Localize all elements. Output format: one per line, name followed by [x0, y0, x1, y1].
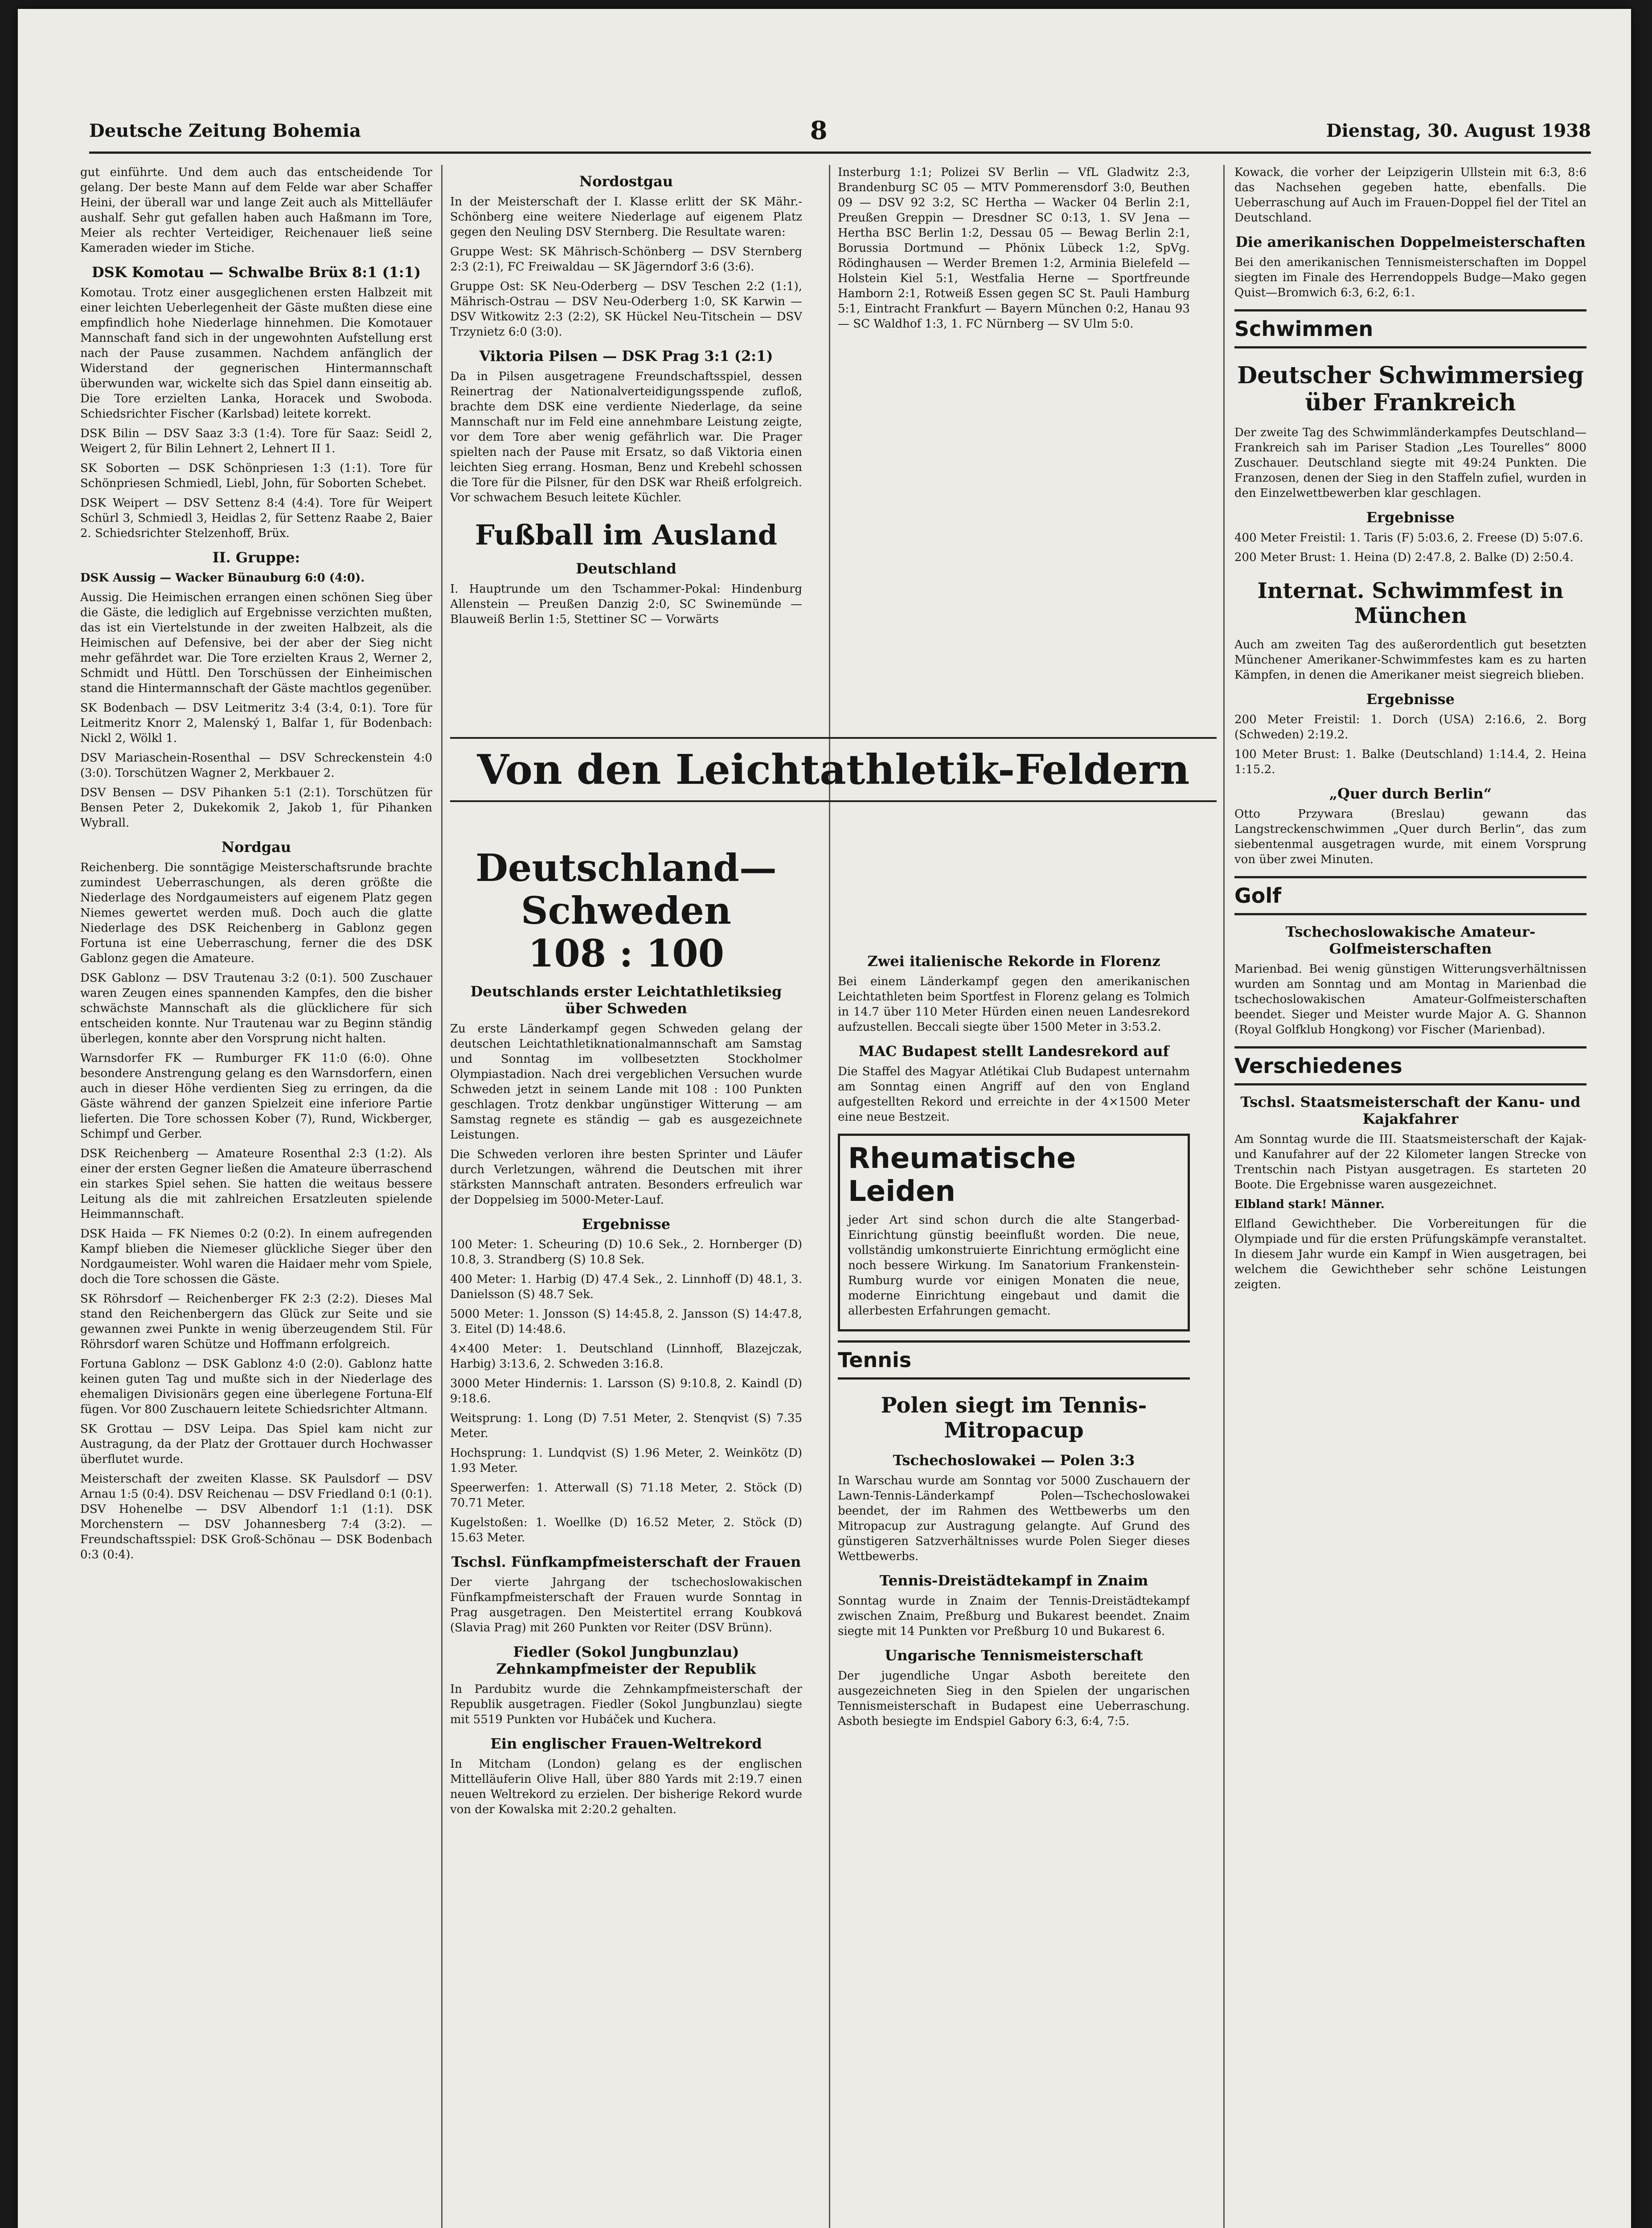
advertisement	[838, 1134, 1190, 1331]
ad-text: jeder Art sind schon durch die alte Stangerbad-Einrichtung günstig beeinflußt worden. Die neue, vollständig umkonstruierte Einrichtung ermöglicht eine noch bessere Wirkung. Im Sanatorium Frankenstein-Rumburg wurde vor einigen Monaten die neue, moderne Einrichtung eingebaut und damit die allerbesten Erfahrungen gemacht.	[848, 1213, 1180, 1318]
result-line: Hochsprung: 1. Lundqvist (S) 1.96 Meter, 2. Weinkötz (D) 1.93 Meter.	[450, 1446, 802, 1475]
group-heading: II. Gruppe:	[212, 549, 300, 566]
article-text: Bei den amerikanischen Tennismeisterschaften im Doppel siegten im Finale des Herrendoppels Budge—Mako gegen Quist—Bromwich 6:3, 6:2, 6:1.	[1234, 256, 1586, 299]
result-line: 4×400 Meter: 1. Deutschland (Linnhoff, Blazejczak, Harbig) 3:13.6, 2. Schweden 3:16.8.	[450, 1342, 802, 1371]
article-text: Meisterschaft der zweiten Klasse. SK Paulsdorf — DSV Arnau 1:5 (0:4). DSV Reichenau — DSV Friedland 0:1 (0:1). DSV Hohenelbe — DSV Albendorf 1:1 (1:1). DSK Morchenstern — DSV Johannesberg 7:4 (3:2). — Freundschaftsspiel: DSK Groß-Schönau — DSK Bodenbach 0:3 (0:4).	[80, 1472, 432, 1561]
article-subtitle: Tschechoslowakei — Polen 3:3	[893, 1452, 1135, 1469]
article-heading: Ein englischer Frauen-Weltrekord	[490, 1735, 762, 1752]
article-text: DSK Haida — FK Niemes 0:2 (0:2). In einem aufregenden Kampf blieben die Niemeser glückliche Sieger über den Nordgaumeister. Wohl waren die Haidaer mehr vom Spiele, doch die Tore schossen die Gäste.	[80, 1227, 432, 1286]
page-header	[89, 116, 1591, 154]
article-text: gut einführte. Und dem auch das entscheidende Tor gelang. Der beste Mann auf dem Felde war aber Schaffer Heini, der überall war und lange Zeit auch als Mittelläufer aushalf. Sehr gut gefallen haben auch Haßmann im Tore, Meier als rechter Verteidiger, Reichenauer ließ seine Kameraden wieder im Stiche.	[80, 166, 432, 255]
article-text: Marienbad. Bei wenig günstigen Witterungsverhältnissen wurden am Sonntag und am Montag in Marienbad die tschechoslowakischen Amateur-Golfmeisterschaften beendet. Sieger und Meister wurde Major A. G. Shannon (Royal Golfklub Hongkong) vor Fischer (Marienbad).	[1234, 962, 1586, 1036]
article-text: DSK Weipert — DSV Settenz 8:4 (4:4). Tore für Weipert Schürl 3, Schmiedl 3, Heidlas 2, für Settenz Raabe 2, Baier 2. Schiedsrichter Stelzenhoff, Brüx.	[80, 496, 432, 540]
article-subtitle: Deutschlands erster Leichtathletiksieg über Schweden	[470, 983, 782, 1017]
article-heading: Ungarische Tennismeisterschaft	[885, 1647, 1143, 1664]
section-subheading: Nordgau	[221, 839, 291, 856]
column-rule	[829, 165, 830, 2228]
article-text: DSK Gablonz — DSV Trautenau 3:2 (0:1). 500 Zuschauer waren Zeugen eines spannenden Kampfes, den die bisher schwächste Mannschaft als die glücklichere für sich entscheiden konnte. Nur Trautenau war zu Beginn ständig überlegen, konnte aber den Vorsprung nicht halten.	[80, 971, 432, 1045]
section-bar: Schwimmen	[1234, 309, 1586, 348]
article-text: Zu erste Länderkampf gegen Schweden gelang der deutschen Leichtathletiknationalmannschaft am Samstag und Sonntag im vollbesetzten Stockholmer Olympiastadion. Nach drei vergeblichen Versuchen wurde Schweden jetzt in seinem Lande mit 108 : 100 Punkten geschlagen. Trotz denkbar ungünstiger Witterung — am Samstag regnete es ständig — gab es ausgezeichnete Leistungen.	[450, 1022, 802, 1142]
article-text: Am Sonntag wurde die III. Staatsmeisterschaft der Kajak- und Kanufahrer auf der 22 Kilometer langen Strecke von Trentschin nach Pistyan ausgetragen. Es starteten 20 Boote. Die Ergebnisse waren ausgezeichnet.	[1234, 1133, 1586, 1192]
column-3-bottom	[838, 945, 1190, 2228]
ad-title: Rheumatische Leiden	[848, 1142, 1076, 1208]
article-text: Kowack, die vorher der Leipzigerin Ullstein mit 6:3, 8:6 das Nachsehen gegeben hatte, ebenfalls. Die Ueberraschung auf Auch im Frauen-Doppel fiel der Titel an Deutschland.	[1234, 166, 1586, 225]
article-text: In Warschau wurde am Sonntag vor 5000 Zuschauern der Lawn-Tennis-Länderkampf Polen—Tschechoslowakei beendet, der im Rahmen des Wettbewerbs um den Mitropacup zur Austragung gelangte. Auf Grund des günstigeren Satzverhältnisses wurde Polen Sieger dieses Wettbewerbs.	[838, 1474, 1190, 1563]
article-heading: Fiedler (Sokol Jungbunzlau) Zehnkampfmeister der Republik	[496, 1643, 756, 1677]
article-heading: Tennis-Dreistädtekampf in Znaim	[879, 1572, 1148, 1589]
lead-title: Von den Leichtathletik-Feldern	[477, 745, 1190, 794]
article-text: Elbland stark! Männer.	[1234, 1198, 1385, 1211]
article-text: Otto Przywara (Breslau) gewann das Langstreckenschwimmen „Quer durch Berlin“, das zum siebentenmal ausgetragen wurde, mit einem Vorsprung von über zwei Minuten.	[1234, 807, 1586, 866]
article-text: Reichenberg. Die sonntägige Meisterschaftsrunde brachte zumindest Ueberraschungen, als deren größte die Niederlage des Nordgaumeisters auf eigenem Platz gegen Niemes gewertet werden muß. Doch auch die glatte Niederlage des DSK Reichenberg in Gablonz gegen Fortuna ist eine Ueberraschung, ferner die des DSK Gablonz gegen die Amateure.	[80, 861, 432, 965]
result-line: Kugelstoßen: 1. Woellke (D) 16.52 Meter, 2. Stöck (D) 15.63 Meter.	[450, 1516, 802, 1544]
article-text: Bei einem Länderkampf gegen den amerikanischen Leichtathleten beim Sportfest in Florenz gelang es Tolmich in 14.7 über 110 Meter Hürden einen neuen Landesrekord aufzustellen. Beccali siegte über 1500 Meter in 3:53.2.	[838, 975, 1190, 1034]
result-line: 200 Meter Freistil: 1. Dorch (USA) 2:16.6, 2. Borg (Schweden) 2:19.2.	[1234, 713, 1586, 741]
newspaper-page	[18, 9, 1631, 2228]
article-text: Der vierte Jahrgang der tschechoslowakischen Fünfkampfmeisterschaft der Frauen wurde Sonntag in Prag ausgetragen. Den Meistertitel errang Koubková (Slavia Prag) mit 260 Punkten vor Reiter (DSV Brünn).	[450, 1576, 802, 1634]
article-text: SK Soborten — DSK Schönpriesen 1:3 (1:1). Tore für Schönpriesen Schmiedl, Liebl, John, für Soborten Schebet.	[80, 462, 432, 490]
article-text: SK Bodenbach — DSV Leitmeritz 3:4 (3:4, 0:1). Tore für Leitmeritz Knorr 2, Malenský 1, Balfar 1, für Bodenbach: Nickl 2, Wölkl 1.	[80, 701, 432, 745]
article-text: In Pardubitz wurde die Zehnkampfmeisterschaft der Republik ausgetragen. Fiedler (Sokol Jungbunzlau) siegte mit 5519 Punkten vor Hubáček und Kuchera.	[450, 1683, 802, 1726]
article-heading: „Quer durch Berlin“	[1329, 785, 1492, 802]
column-4	[1234, 165, 1586, 2228]
section-bar: Tennis	[838, 1340, 1190, 1380]
article-text: Insterburg 1:1; Polizei SV Berlin — VfL Gladwitz 2:3, Brandenburg SC 05 — MTV Pommerensdorf 3:0, Beuthen 09 — DSV 92 3:2, SC Hertha — Wacker 04 Berlin 2:1, Preußen Greppin — Dresdner SC 0:13, 1. SV Jena — Hertha BSC Berlin 1:2, Dessau 05 — Bewag Berlin 2:1, Borussia Dortmund — Phönix Lübeck 1:2, SpVg. Rödinghausen — Werder Bremen 1:2, Arminia Bielefeld — Holstein Kiel 5:1, Westfalia Herne — Sportfreunde Hamborn 2:1, Rotweiß Essen gegen SC St. Pauli Hamburg 5:1, Eintracht Frankfurt — Bayern München 0:2, Hanau 93 — SC Waldhof 1:3, 1. FC Nürnberg — SV Ulm 5:0.	[838, 166, 1190, 331]
article-text: SK Grottau — DSV Leipa. Das Spiel kam nicht zur Austragung, da der Platz der Grottauer durch Hochwasser überflutet wurde.	[80, 1422, 432, 1466]
article-heading: Tschsl. Fünfkampfmeisterschaft der Frauen	[451, 1553, 801, 1570]
article-text: DSK Reichenberg — Amateure Rosenthal 2:3 (1:2). Als einer der ersten Gegner ließen die Amateure überraschend ein starkes Spiel sehen. Sie hatten die weitaus bessere Leitung als die mit zahlreichen Ersatzleuten spielende Heimmannschaft.	[80, 1147, 432, 1221]
result-line: 100 Meter Brust: 1. Balke (Deutschland) 1:14.4, 2. Heina 1:15.2.	[1234, 748, 1586, 776]
article-text: Komotau. Trotz einer ausgeglichenen ersten Halbzeit mit einer leichten Ueberlegenheit der Gäste mußten diese eine empfindlich hohe Niederlage hinnehmen. Die Komotauer Mannschaft fand sich in der ungewohnten Aufstellung erst nach der Pause zusammen. Nachdem anfänglich der Widerstand der gegnerischen Hintermannschaft überwunden war, wickelte sich das Spiel dann einseitig ab. Die Tore erzielten Lanka, Horacek und Swoboda. Schiedsrichter Fischer (Karlsbad) leitete korrekt.	[80, 286, 432, 421]
article-heading: Tschechoslowakische Amateur-Golfmeisterschaften	[1285, 923, 1536, 957]
article-text: Der zweite Tag des Schwimmländerkampfes Deutschland—Frankreich sah im Pariser Stadion „Les Tourelles“ 8000 Zuschauer. Deutschland siegte mit 49:24 Punkten. Die Franzosen, denen der Sieg in den Staffeln zufiel, wurden in den Einzelwettbewerben klar geschlagen.	[1234, 426, 1586, 500]
page-number: 8	[810, 116, 828, 145]
article-text: In Mitcham (London) gelang es der englischen Mittelläuferin Olive Hall, über 880 Yards mit 2:19.7 einen neuen Weltrekord zu erzielen. Der bisherige Rekord wurde von der Kowalska mit 2:20.2 gehalten.	[450, 1757, 802, 1816]
article-text: Die Schweden verloren ihre besten Sprinter und Läufer durch Verletzungen, während die Deutschen mit ihrer stärksten Mannschaft antraten. Besonders erfreulich war der Doppelsieg im 5000-Meter-Lauf.	[450, 1148, 802, 1207]
article-text: Die Staffel des Magyar Atlétikai Club Budapest unternahm am Sonntag einen Angriff auf den von England aufgestellten Rekord und erreichte in der 4×1500 Meter eine neue Bestzeit.	[838, 1065, 1190, 1124]
lead-score: 108 : 100	[528, 931, 725, 975]
article-text: Aussig. Die Heimischen errangen einen schönen Sieg über die Gäste, die lediglich auf Ergebnisse verzichten mußten, das ist ein Viertelstunde in der zweiten Halbzeit, als die Heimischen auf Defensive, bei der aber der Sieg nicht mehr gefährdet war. Die Tore erzielten Kraus 2, Werner 2, Schmidt und Hüttl. Den Torschüssen der Einheimischen stand die Hintermannschaft der Gäste machtlos gegenüber.	[80, 591, 432, 695]
column-1	[80, 165, 432, 2228]
section-bar: Golf	[1234, 876, 1586, 915]
article-text: SK Röhrsdorf — Reichenberger FK 2:3 (2:2). Dieses Mal stand den Reichenbergern das Glück zur Seite und sie gewannen zwei Punkte in wenig überzeugendem Stil. Für Röhrsdorf waren Schütze und Hoffmann erfolgreich.	[80, 1292, 432, 1351]
column-2-bottom	[450, 847, 802, 2228]
results-heading: Ergebnisse	[1366, 691, 1455, 708]
article-text: Gruppe West: SK Mährisch-Schönberg — DSV Sternberg 2:3 (2:1), FC Freiwaldau — SK Jägerndorf 3:6 (3:6).	[450, 245, 802, 274]
column-rule	[441, 165, 443, 2228]
article-heading: Tschsl. Staatsmeisterschaft der Kanu- und Kajakfahrer	[1240, 1094, 1581, 1127]
result-line: 3000 Meter Hindernis: 1. Larsson (S) 9:10.8, 2. Kaindl (D) 9:18.6.	[450, 1377, 802, 1405]
column-rule	[1223, 165, 1225, 2228]
article-heading: MAC Budapest stellt Landesrekord auf	[858, 1043, 1169, 1060]
column-2-top	[450, 165, 802, 802]
article-heading: Internat. Schwimmfest in München	[1257, 578, 1564, 628]
section-heading: Fußball im Ausland	[475, 519, 778, 551]
country-heading: Deutschland	[576, 560, 676, 577]
result-line: Speerwerfen: 1. Atterwall (S) 71.18 Meter, 2. Stöck (D) 70.71 Meter.	[450, 1481, 802, 1510]
result-line: 200 Meter Brust: 1. Heina (D) 2:47.8, 2. Balke (D) 2:50.4.	[1234, 551, 1574, 564]
article-text: Der jugendliche Ungar Asboth bereitete den ausgezeichneten Sieg in den Spielen der ungarischen Tennismeisterschaft in Budapest eine Ueberraschung. Asboth besiegte im Endspiel Gabory 6:3, 6:4, 7:5.	[838, 1669, 1190, 1728]
result-line: 5000 Meter: 1. Jonsson (S) 14:45.8, 2. Jansson (S) 14:47.8, 3. Eitel (D) 14:48.6.	[450, 1307, 802, 1336]
article-text: DSK Bilin — DSV Saaz 3:3 (1:4). Tore für Saaz: Seidl 2, Weigert 2, für Bilin Lehnert 2, Lehnert II 1.	[80, 427, 432, 455]
section-subheading: Nordostgau	[579, 173, 673, 190]
results-heading: Ergebnisse	[582, 1216, 671, 1233]
article-text: Sonntag wurde in Znaim der Tennis-Dreistädtekampf zwischen Znaim, Preßburg und Bukarest beendet. Znaim siegte mit 14 Punkten vor Preßburg 10 und Bukarest 6.	[838, 1594, 1190, 1638]
article-text: Fortuna Gablonz — DSK Gablonz 4:0 (2:0). Gablonz hatte keinen guten Tag und mußte sich in der Niederlage des ehemaligen Divisionärs gegen eine überlegene Fortuna-Elf fügen. Vor 800 Zuschauern leitete Schiedsrichter Altmann.	[80, 1357, 432, 1416]
article-heading: Deutscher Schwimmersieg über Frankreich	[1237, 362, 1584, 416]
divider	[450, 800, 1217, 802]
article-text: DSV Bensen — DSV Pihanken 5:1 (2:1). Torschützen für Bensen Peter 2, Dukekomik 2, Jakob 1, für Pihanken Wybrall.	[80, 786, 432, 830]
article-text: Da in Pilsen ausgetragene Freundschaftsspiel, dessen Reinertrag der Nationalverteidigungsspende zufloß, brachte dem DSK eine verdiente Niederlage, da seine Mannschaft nur im Feld eine annehmbare Leistung zeigte, vor dem Tore aber wenig gefährlich war. Die Prager spielten nach der Pause mit Ersatz, so daß Viktoria einen leichten Sieg errang. Hosman, Benz und Krebehl schossen die Tore für die Pilsner, für den DSK war Rheiß erfolgreich. Vor schwachem Besuch leitete Küchler.	[450, 370, 802, 504]
result-line: 400 Meter: 1. Harbig (D) 47.4 Sek., 2. Linnhoff (D) 48.1, 3. Danielsson (S) 48.7 Sek.	[450, 1273, 802, 1301]
article-heading: Polen siegt im Tennis-Mitropacup	[881, 1393, 1147, 1443]
article-text: DSK Aussig — Wacker Bünauburg 6:0 (4:0).	[80, 571, 365, 585]
article-text: In der Meisterschaft der I. Klasse erlitt der SK Mähr.-Schönberg eine weitere Niederlage auf eigenem Platz gegen den Neuling DSV Sternberg. Die Resultate waren:	[450, 195, 802, 239]
article-heading: Zwei italienische Rekorde in Florenz	[867, 953, 1160, 970]
article-text: Auch am zweiten Tag des außerordentlich gut besetzten Münchener Amerikaner-Schwimmfestes kam es zu harten Kämpfen, in denen die Amerikaner meist siegreich blieben.	[1234, 638, 1586, 682]
article-text: DSV Mariaschein-Rosenthal — DSV Schreckenstein 4:0 (3:0). Torschützen Wagner 2, Merkbauer 2.	[80, 751, 432, 780]
masthead: Deutsche Zeitung Bohemia	[89, 120, 361, 141]
article-text: Elfland Gewichtheber. Die Vorbereitungen für die Olympiade und für die ersten Prüfungskämpfe veranstaltet. In diesem Jahr wurde ein Kampf in Wien ausgetragen, bei welchem die Gewichtheber sehr schöne Leistungen zeigten.	[1234, 1217, 1586, 1291]
lead-subtitle: Deutschland—Schweden	[476, 847, 777, 933]
match-heading: Viktoria Pilsen — DSK Prag 3:1 (2:1)	[479, 348, 773, 365]
article-heading: Die amerikanischen Doppelmeisterschaften	[1235, 233, 1586, 250]
article-text: Warnsdorfer FK — Rumburger FK 11:0 (6:0). Ohne besondere Anstrengung gelang es den Warnsdorfern, einen auch in dieser Höhe verdienten Sieg zu erringen, da die Gäste während der ganzen Spielzeit eine inferiore Partie lieferten. Die Tore schossen Kober (7), Rund, Wickberger, Schimpf und Gerber.	[80, 1052, 432, 1141]
match-heading: DSK Komotau — Schwalbe Brüx 8:1 (1:1)	[91, 264, 421, 281]
article-text: Gruppe Ost: SK Neu-Oderberg — DSV Teschen 2:2 (1:1), Mährisch-Ostrau — DSV Neu-Oderberg 1:0, SK Karwin — DSV Witkowitz 2:3 (2:2), SK Hückel Neu-Titschein — DSV Trzynietz 6:0 (3:0).	[450, 280, 802, 339]
divider	[450, 737, 1217, 739]
result-line: Weitsprung: 1. Long (D) 7.51 Meter, 2. Stenqvist (S) 7.35 Meter.	[450, 1412, 802, 1440]
section-bar: Verschiedenes	[1234, 1046, 1586, 1085]
issue-date: Dienstag, 30. August 1938	[1326, 120, 1591, 141]
results-heading: Ergebnisse	[1366, 509, 1455, 526]
result-line: 400 Meter Freistil: 1. Taris (F) 5:03.6, 2. Freese (D) 5:07.6.	[1234, 531, 1583, 545]
article-text: I. Hauptrunde um den Tschammer-Pokal: Hindenburg Allenstein — Preußen Danzig 2:0, SC Swinemünde — Blauweiß Berlin 1:5, Stettiner SC — Vorwärts	[450, 582, 802, 626]
result-line: 100 Meter: 1. Scheuring (D) 10.6 Sek., 2. Hornberger (D) 10.8, 3. Strandberg (S) 10.8 Sek.	[450, 1238, 802, 1266]
column-3-top	[838, 165, 1190, 722]
